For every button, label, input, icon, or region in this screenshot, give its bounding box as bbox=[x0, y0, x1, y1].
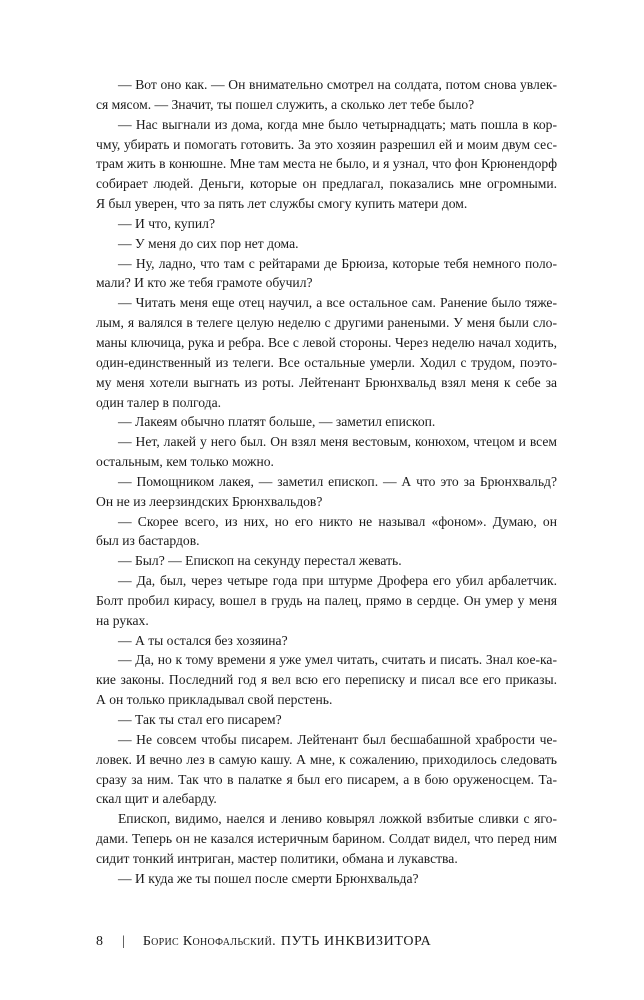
text-line: — И куда же ты пошел после смерти Брюнхвальда? bbox=[118, 870, 419, 886]
text-line: — У меня до сих пор нет дома. bbox=[118, 235, 299, 251]
text-line: — Читать меня еще отец научил, а все остальное сам. Ранение было тяже- bbox=[118, 295, 557, 311]
text-line: сразу за ним. Так что в палатке я был его писарем, а в бою оруженосцем. Та- bbox=[96, 771, 557, 787]
text-line: — Нет, лакей у него был. Он взял меня вестовым, конюхом, чтецом и всем bbox=[118, 434, 557, 450]
text-line: один-единственный из телеги. Все остальные умерли. Ходил с трудом, поэто- bbox=[96, 354, 557, 370]
text-line: скал щит и алебарду. bbox=[96, 791, 217, 807]
text-line: трам жить в конюшне. Мне там места не было, и я узнал, что фон Крюнендорф bbox=[96, 156, 557, 172]
text-line: ловек. И вечно лез в самую кашу. А мне, к сожалению, приходилось следовать bbox=[96, 751, 557, 767]
text-line: му меня хотели выгнать из роты. Лейтенант Брюнхвальд взял меня к себе за bbox=[96, 374, 557, 390]
text-line: — Вот оно как. — Он внимательно смотрел на солдата, потом снова увлек- bbox=[118, 77, 557, 92]
text-line: — И что, купил? bbox=[118, 215, 215, 231]
text-line: был из бастардов. bbox=[96, 533, 200, 549]
text-line: — Ну, ладно, что там с рейтарами де Брюиза, которые тебя немного поло- bbox=[118, 255, 557, 271]
text-line: лым, я валялся в телеге целую неделю с другими ранеными. У меня были сло- bbox=[96, 315, 557, 331]
text-line: Я был уверен, что за пять лет службы смогу купить матери дом. bbox=[96, 196, 468, 212]
text-line: мали? И кто же тебя грамоте обучил? bbox=[96, 275, 313, 291]
paragraph bbox=[96, 551, 557, 571]
text-line: маны ключица, рука и ребра. Все с левой стороны. Через неделю начал ходить, bbox=[96, 334, 557, 350]
text-line: сидит тонкий интриган, мастер политики, обмана и лукавства. bbox=[96, 850, 458, 866]
text-line: — Нас выгнали из дома, когда мне было четырнадцать; мать пошла в кор- bbox=[118, 116, 557, 132]
page-body-text bbox=[96, 75, 557, 889]
paragraph bbox=[96, 432, 557, 472]
text-line: дами. Теперь он не казался истеричным барином. Солдат видел, что перед ним bbox=[96, 831, 557, 847]
page-number: 8 bbox=[96, 934, 103, 949]
text-line: — Да, был, через четыре года при штурме Дрофера его убил арбалетчик. bbox=[118, 573, 557, 589]
text-line: — Да, но к тому времени я уже умел читать, считать и писать. Знал кое-ка- bbox=[118, 652, 557, 668]
paragraph bbox=[96, 869, 557, 889]
paragraph bbox=[96, 293, 557, 412]
text-line: — А ты остался без хозяина? bbox=[118, 632, 288, 648]
paragraph bbox=[96, 631, 557, 651]
paragraph bbox=[96, 650, 557, 710]
text-line: кие законы. Последний год я вел всю его переписку и писал все его приказы. bbox=[96, 672, 557, 688]
text-line: Болт пробил кирасу, вошел в грудь на палец, прямо в сердце. Он умер у меня bbox=[96, 592, 557, 608]
paragraph bbox=[96, 254, 557, 294]
text-line: чму, убирать и помогать готовить. За это хозяин разрешил ей и моим двум сес- bbox=[96, 136, 557, 152]
text-line: Он не из леерзиндских Брюнхвальдов? bbox=[96, 493, 323, 509]
paragraph bbox=[96, 412, 557, 432]
text-line: — Помощником лакея, — заметил епископ. — А что это за Брюнхвальд? bbox=[118, 473, 557, 489]
text-line: А он только прикладывал свой перстень. bbox=[96, 692, 333, 708]
paragraph bbox=[96, 472, 557, 512]
text-line: один талер в полгода. bbox=[96, 394, 222, 410]
footer-book-title: ПУТЬ ИНКВИЗИТОРА bbox=[280, 934, 432, 949]
text-line: остальным, кем только можно. bbox=[96, 454, 274, 470]
page-footer bbox=[96, 934, 431, 950]
text-line: — Скорее всего, из них, но его никто не называл «фоном». Думаю, он bbox=[118, 513, 557, 529]
text-line: на руках. bbox=[96, 612, 149, 628]
paragraph bbox=[96, 730, 557, 809]
paragraph bbox=[96, 809, 557, 869]
paragraph bbox=[96, 234, 557, 254]
paragraph bbox=[96, 115, 557, 214]
text-line: — Лакеям обычно платят больше, — заметил епископ. bbox=[118, 414, 436, 430]
paragraph bbox=[96, 571, 557, 631]
footer-separator: | bbox=[122, 934, 125, 949]
text-line: Епископ, видимо, наелся и лениво ковырял ложкой взбитые сливки с яго- bbox=[118, 811, 557, 827]
footer-author: Борис Конофальский. bbox=[142, 934, 276, 949]
text-line: собирает людей. Деньги, которые он предлагал, показались мне огромными. bbox=[96, 176, 557, 192]
text-line: — Был? — Епископ на секунду перестал жевать. bbox=[118, 553, 402, 569]
paragraph bbox=[96, 512, 557, 552]
paragraph bbox=[96, 710, 557, 730]
paragraph bbox=[96, 214, 557, 234]
text-line: — Так ты стал его писарем? bbox=[118, 712, 282, 727]
text-line: ся мясом. — Значит, ты пошел служить, а сколько лет тебе было? bbox=[96, 96, 475, 112]
paragraph bbox=[96, 75, 557, 115]
text-line: — Не совсем чтобы писарем. Лейтенант был бесшабашной храбрости че- bbox=[118, 731, 557, 747]
